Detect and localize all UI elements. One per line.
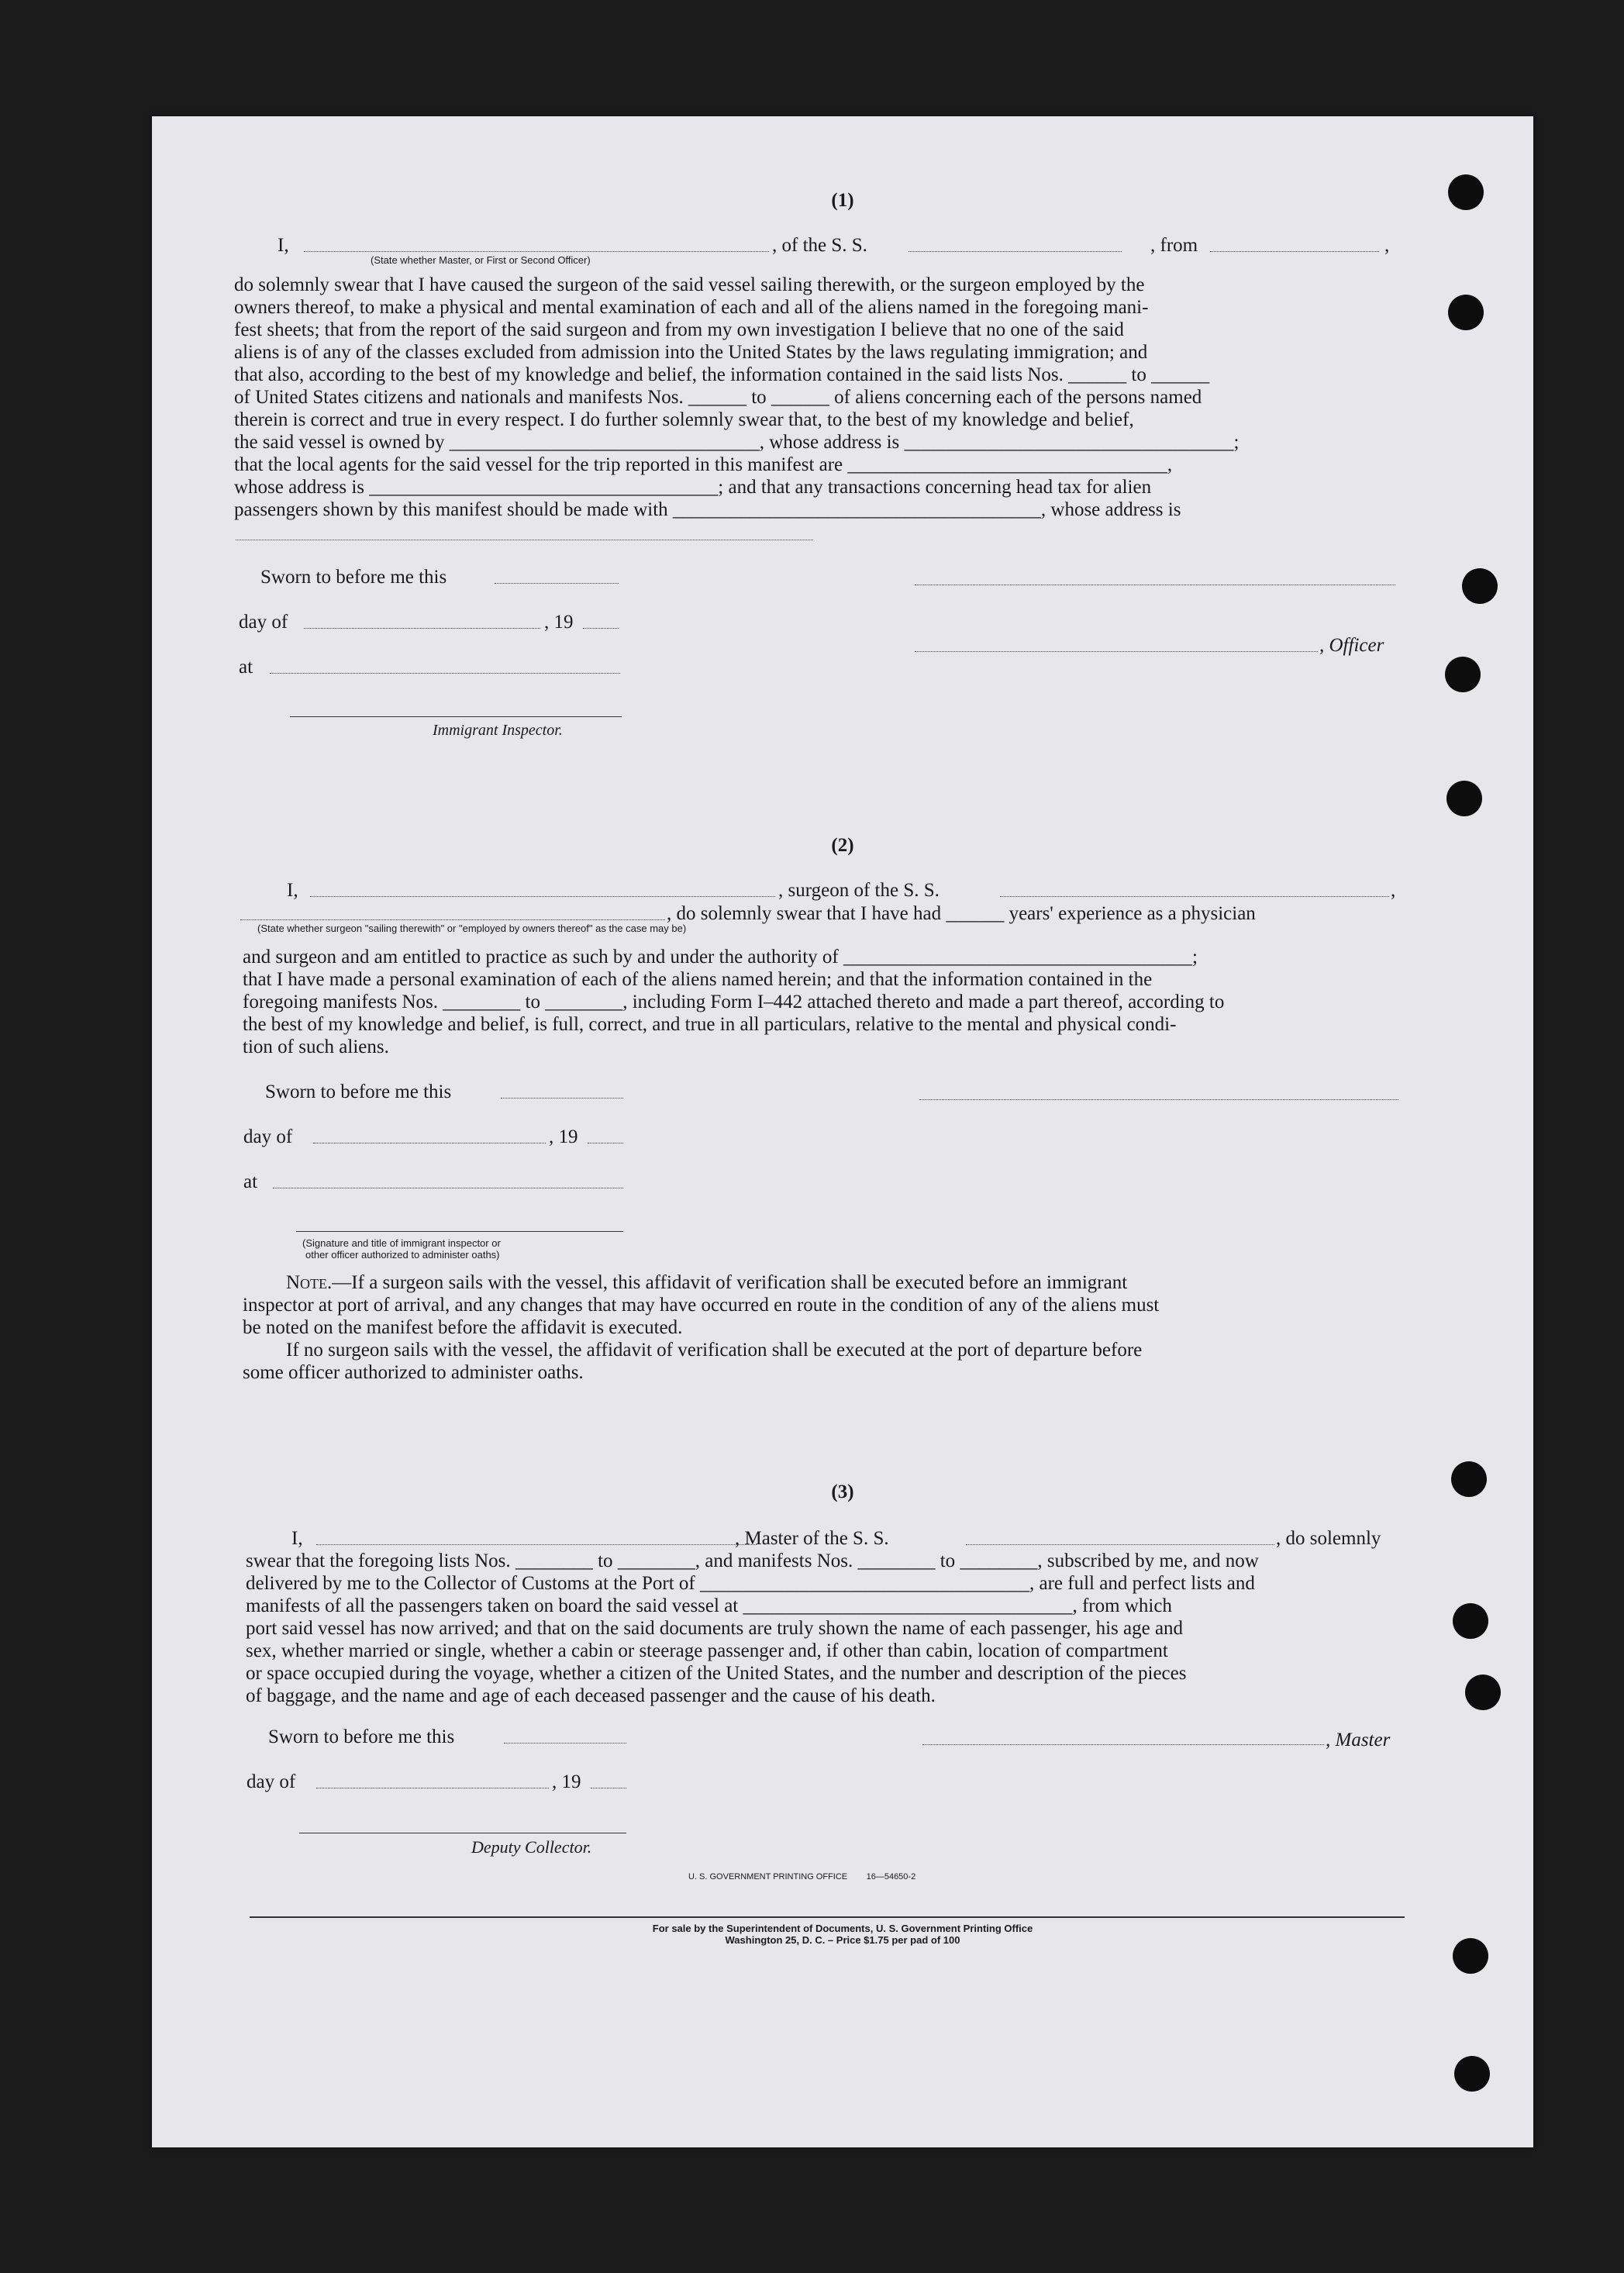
s1-inspector-label: Immigrant Inspector. (433, 722, 563, 739)
s1-of-ss-label: , of the S. S. (772, 235, 867, 256)
sale-notice-line-1: For sale by the Superintendent of Documents, U. S. Government Printing Office (652, 1923, 1033, 1934)
oath-line: that also, according to the best of my knowledge and belief, the information contained in the said lists Nos. ______ to ______ (234, 364, 1210, 385)
oath-line: of baggage, and the name and age of each deceased passenger and the cause of his death. (246, 1685, 936, 1706)
s3-i-label: I, (291, 1528, 303, 1549)
punch-hole (1448, 295, 1484, 330)
s2-note (243, 1271, 1399, 1384)
oath-line: whose address is ____________________________________; and that any transactions concerning head tax for alien (234, 477, 1152, 498)
s1-oath-text (234, 274, 1397, 521)
s1-at-field[interactable] (270, 673, 620, 674)
punch-hole (1446, 781, 1482, 816)
oath-line: port said vessel has now arrived; and that on the said documents are truly shown the name of each passenger, his age and (246, 1618, 1184, 1639)
oath-line: that I have made a personal examination of each of the aliens named herein; and that the information contained in the (243, 969, 1153, 990)
note-line: some officer authorized to administer oaths. (243, 1362, 584, 1383)
oath-line: sex, whether married or single, whether a cabin or steerage passenger and, if other than cabin, location of compartment (246, 1640, 1168, 1661)
s1-day-of-label: day of (239, 612, 288, 633)
section-1-heading: (1) (831, 190, 854, 211)
oath-line: aliens is of any of the classes excluded from admission into the United States by the laws regulating immigration; and (234, 342, 1148, 363)
oath-line: the best of my knowledge and belief, is full, correct, and true in all particulars, relative to the mental and physical condi- (243, 1014, 1177, 1035)
punch-hole (1445, 657, 1481, 692)
s1-day-field[interactable] (304, 628, 540, 629)
gpo-imprint: U. S. GOVERNMENT PRINTING OFFICE 16—54650-2 (688, 1872, 916, 1882)
section-3-heading: (3) (831, 1481, 854, 1502)
oath-line: and surgeon and am entitled to practice as such by and under the authority of ____________________________________; (243, 947, 1198, 967)
s2-sailing-status-field[interactable] (240, 919, 665, 920)
s2-i-label: I, (287, 880, 298, 901)
oath-line: tion of such aliens. (243, 1036, 389, 1057)
s1-comma: , (1384, 235, 1390, 256)
s1-sworn-date-field[interactable] (495, 583, 619, 584)
form-sheet (152, 116, 1533, 2147)
s1-year-field[interactable] (583, 628, 619, 629)
punch-hole (1462, 568, 1498, 604)
s1-officer-hint: (State whether Master, or First or Second Officer) (371, 254, 591, 266)
oath-line: or space occupied during the voyage, whether a citizen of the United States, and the number and description of the pieces (246, 1663, 1187, 1684)
note-line: inspector at port of arrival, and any changes that may have occurred en route in the condition of any of the aliens must (243, 1295, 1160, 1316)
note-label: Note. (286, 1272, 333, 1293)
s1-from-field[interactable] (1210, 251, 1379, 252)
s1-year-label: , 19 (544, 612, 574, 633)
s2-sig-hint-2: other officer authorized to administer oaths) (305, 1249, 500, 1261)
note-line: Note.—If a surgeon sails with the vessel, this affidavit of verification shall be executed before an immigrant (286, 1272, 1128, 1293)
s2-sworn-label: Sworn to before me this (265, 1081, 452, 1102)
s1-officer-line[interactable] (915, 651, 1318, 652)
s2-surgeon-name-field[interactable] (310, 896, 775, 897)
punch-hole (1453, 1603, 1488, 1639)
s1-at-label: at (239, 657, 253, 678)
s3-master-name-field[interactable] (316, 1544, 757, 1545)
s2-swear-line: , do solemnly swear that I have had ______ years' experience as a physician (667, 903, 1256, 924)
s3-year-label: , 19 (552, 1771, 581, 1792)
punch-hole (1454, 2056, 1490, 2092)
s3-sworn-label: Sworn to before me this (268, 1726, 455, 1747)
s1-vessel-name-field[interactable] (909, 251, 1122, 252)
oath-line: delivered by me to the Collector of Customs at the Port of __________________________________, are full and perfect lists and (246, 1573, 1255, 1594)
oath-line: therein is correct and true in every respect. I do further solemnly swear that, to the best of my knowledge and belief, (234, 409, 1134, 430)
s1-from-label: , from (1150, 235, 1198, 256)
s2-signature-line[interactable] (919, 1099, 1398, 1100)
oath-line: foregoing manifests Nos. ________ to ________, including Form I–442 attached thereto and made a part thereof, according to (243, 992, 1225, 1012)
oath-line: that the local agents for the said vessel for the trip reported in this manifest are _________________________________, (234, 454, 1173, 475)
s3-master-signature-line[interactable] (922, 1744, 1324, 1745)
s1-officer-name-field[interactable] (304, 251, 769, 252)
oath-line: the said vessel is owned by ________________________________, whose address is __________________________________; (234, 432, 1240, 453)
s3-master-of-label: , Master of the S. S. (735, 1528, 889, 1549)
oath-line: fest sheets; that from the report of the said surgeon and from my own investigation I believe that no one of the said (234, 319, 1124, 340)
s2-surgeon-of-label: , surgeon of the S. S. (778, 880, 940, 901)
s1-officer-label: , Officer (1319, 635, 1384, 656)
s3-sworn-date-field[interactable] (504, 1743, 626, 1744)
oath-line: passengers shown by this manifest should be made with ______________________________________, whose address is (234, 499, 1181, 520)
s2-day-of-label: day of (243, 1126, 293, 1147)
s1-i-label: I, (278, 235, 289, 256)
note-line: be noted on the manifest before the affidavit is executed. (243, 1317, 683, 1338)
footer-rule (250, 1916, 1405, 1918)
s3-oath-text (246, 1550, 1404, 1707)
punch-hole (1465, 1675, 1501, 1710)
s2-surgeon-hint: (State whether surgeon "sailing therewith" or "employed by owners thereof" as the case may be) (257, 923, 687, 934)
s2-inspector-signature-line[interactable] (296, 1231, 623, 1232)
s3-deputy-collector-label: Deputy Collector. (471, 1837, 592, 1857)
s1-sworn-label: Sworn to before me this (260, 567, 447, 588)
section-2-heading: (2) (831, 835, 854, 856)
sale-notice-line-2: Washington 25, D. C. – Price $1.75 per pad of 100 (725, 1934, 960, 1946)
s2-vessel-name-field[interactable] (1000, 896, 1389, 897)
s2-year-label: , 19 (549, 1126, 578, 1147)
s3-solemnly-label: , do solemnly (1276, 1528, 1381, 1549)
s2-at-label: at (243, 1171, 258, 1192)
oath-line: swear that the foregoing lists Nos. ________ to ________, and manifests Nos. ________ to ________, subscribed by me, and now (246, 1550, 1259, 1571)
s3-vessel-name-field[interactable] (966, 1544, 1274, 1545)
oath-line: of United States citizens and nationals and manifests Nos. ______ to ______ of aliens concerning each of the persons named (234, 387, 1202, 408)
oath-line: owners thereof, to make a physical and mental examination of each and all of the aliens named in the foregoing mani- (234, 297, 1149, 318)
note-line: If no surgeon sails with the vessel, the affidavit of verification shall be executed at the port of departure before (286, 1340, 1143, 1361)
s1-inspector-signature-line[interactable] (290, 716, 622, 717)
s2-sig-hint-1: (Signature and title of immigrant inspector or (302, 1237, 501, 1249)
s2-oath-text (243, 946, 1399, 1058)
s2-sworn-date-field[interactable] (501, 1098, 623, 1099)
oath-line: manifests of all the passengers taken on board the said vessel at __________________________________, from which (246, 1595, 1172, 1616)
s2-comma: , (1391, 880, 1396, 901)
s3-day-of-label: day of (247, 1771, 296, 1792)
s3-master-label: , Master (1326, 1730, 1391, 1750)
oath-line: do solemnly swear that I have caused the surgeon of the said vessel sailing therewith, or the surgeon employed by the (234, 274, 1145, 295)
